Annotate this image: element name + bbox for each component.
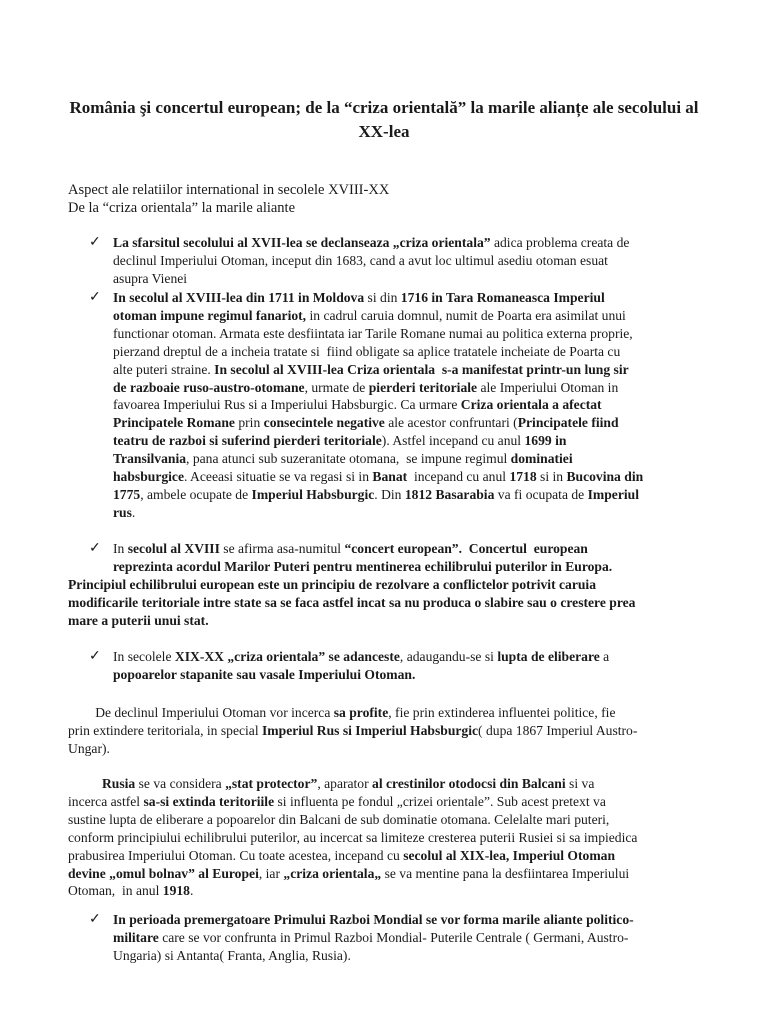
text-line [113, 929, 718, 947]
bold-text-run: consecintele negative [263, 415, 385, 431]
bold-text-run: „criza orientala„ [283, 865, 382, 881]
text-line [113, 252, 718, 270]
text-run: adica problema creata de [490, 235, 630, 250]
text-run: prin extindere teritoriala, in special [68, 722, 263, 738]
text-line [113, 558, 718, 576]
text-line [68, 829, 718, 847]
bold-text-run: 1699 in [524, 433, 567, 449]
text-run: . [131, 504, 136, 520]
text-line [113, 504, 718, 522]
bold-text-run: sa-si extinda teritoriile [143, 793, 275, 809]
bold-text-run: habsburgice [113, 469, 185, 485]
text-run: , adaugandu-se si [399, 649, 498, 664]
bold-text-run: 1718 [509, 469, 537, 485]
text-run: conform principiului echilibrului puterilor, au incercat sa limiteze cresterea puterii Rusiei si sa impiedica [68, 829, 638, 845]
text-line [113, 486, 718, 504]
bold-text-run: Rusia [101, 776, 136, 791]
bold-text-run: de razboaie ruso-austro-otomane [113, 379, 305, 395]
text-run: si din [364, 290, 401, 305]
text-run: , pana atunci sub suzeranitate otomana, se impune regimul [186, 451, 511, 467]
text-line [113, 648, 718, 666]
bold-text-run: secolul al XIX-lea, Imperiul Otoman [403, 847, 616, 863]
bold-text-run: teatru de razboi si suferind pierderi teritoriale [113, 433, 382, 449]
check-icon: ✓ [89, 235, 101, 250]
text-run: declinul Imperiului Otoman, inceput din 1683, cand a avut loc ultimul asediu otoman esuat [113, 252, 608, 268]
text-run: Ungar). [68, 740, 110, 756]
bold-text-run: mare a puterii unui stat. [68, 612, 209, 628]
bullet-4 [113, 648, 718, 684]
text-line [68, 594, 718, 612]
text-line [68, 811, 718, 829]
bold-text-run: modificarile teritoriale intre state sa se faca astfel incat sa nu produca o slabire sau o crestere prea [68, 594, 636, 610]
text-line [68, 793, 718, 811]
text-run: . [189, 883, 194, 899]
check-icon: ✓ [89, 912, 101, 927]
text-run: in cadrul caruia domnul, numit de Poarta era asimilat unui [306, 307, 626, 323]
intro-block [68, 181, 389, 217]
text-line [113, 289, 718, 307]
text-run: va fi ocupata de [494, 486, 588, 502]
text-run: pierzand dreptul de a incheia tratate si fiind obligate sa aplice tratatele incheiate de Poarta cu [113, 343, 621, 359]
text-run: , ambele ocupate de [140, 486, 252, 502]
text-run: favoarea Imperiului Rus si a Imperiului Habsburgic. Ca urmare [113, 397, 461, 413]
bold-text-run: Imperiul [587, 486, 639, 502]
text-line [113, 325, 718, 343]
text-line [68, 865, 718, 883]
text-run: se va considera [135, 776, 226, 791]
bullet-2 [113, 289, 718, 522]
text-run: si in [536, 469, 567, 485]
intro-line: Aspect ale relatiilor international in secolele XVIII-XX [68, 182, 390, 198]
text-run: care se vor confrunta in Primul Razboi Mondial- Puterile Centrale ( Germani, Austro- [158, 929, 629, 945]
bold-text-run: In perioada premergatoare Primului Razboi Mondial se vor forma marile aliante politico- [113, 912, 634, 927]
text-line [113, 361, 718, 379]
check-icon: ✓ [89, 649, 101, 664]
text-run: a [599, 649, 610, 664]
text-run: si influenta pe fondul „crizei orientale”. Sub acest pretext va [274, 793, 606, 809]
text-run: . Aceeasi situatie se va regasi si in [184, 469, 373, 485]
bold-text-run: Principatele Romane [113, 415, 235, 431]
bold-text-run: devine „omul bolnav” al Europei [68, 865, 259, 881]
bold-text-run: otoman impune regimul fanariot, [113, 307, 307, 323]
text-line [68, 740, 718, 758]
text-line [113, 432, 718, 450]
bold-text-run: militare [113, 929, 159, 945]
bold-text-run: reprezinta acordul Marilor Puteri pentru mentinerea echilibrului puterilor in Europa. [113, 558, 613, 574]
text-run: . Din [374, 486, 405, 502]
bold-text-run: „stat protector” [225, 776, 318, 791]
text-line [113, 666, 718, 684]
bullet-3-continued [68, 576, 718, 630]
bold-text-run: dominatiei [510, 451, 573, 467]
text-line [113, 911, 718, 929]
text-line [68, 847, 718, 865]
text-line [68, 704, 718, 722]
text-run: asupra Vienei [113, 270, 188, 286]
text-line [113, 307, 718, 325]
text-run: sustine lupta de eliberare a popoarelor din Balcani de sub dominatie otomana. Celelalte mari puteri, [68, 811, 610, 827]
text-line [113, 947, 718, 965]
text-run: In secolele [113, 649, 175, 664]
intro-line: De la “criza orientala” la marile aliante [68, 200, 296, 216]
bold-text-run: 1716 in Tara Romaneasca Imperiul [400, 290, 605, 305]
text-line [68, 576, 718, 594]
bold-text-run: Banat [372, 469, 408, 485]
text-run: se va mentine pana la desfiintarea Imperiului [381, 865, 630, 881]
text-line [113, 234, 718, 252]
bold-text-run: popoarelor stapanite sau vasale Imperiului Otoman. [113, 666, 416, 682]
bold-text-run: al crestinilor otodocsi din Balcani [372, 776, 566, 791]
text-line [113, 396, 718, 414]
bold-text-run: XIX-XX „criza orientala” se adanceste [174, 649, 400, 664]
bold-text-run: La sfarsitul secolului al XVII-lea se declanseaza „criza orientala” [113, 235, 491, 250]
text-line [113, 450, 718, 468]
text-run: ale Imperiului Otoman in [477, 379, 619, 395]
bold-text-run: pierderi teritoriale [368, 379, 478, 395]
text-line [68, 882, 718, 900]
bold-text-run: lupta de eliberare [497, 649, 600, 664]
text-run: alte puteri straine. [113, 361, 215, 377]
text-run: ). Astfel incepand cu anul [381, 433, 525, 449]
text-line [113, 540, 718, 558]
text-run: ale acestor confruntari ( [384, 415, 518, 431]
text-line [113, 468, 718, 486]
bold-text-run: Imperiul Habsburgic [251, 486, 375, 502]
text-run: incepand cu anul [407, 469, 510, 485]
text-run: , fie prin extinderea influentei politice, fie [388, 705, 616, 720]
bold-text-run: Principiul echilibrului european este un principiu de rezolvare a conflictelor potrivit caruia [68, 577, 596, 592]
text-run: functionar otoman. Armata este desfiintata iar Tarile Romane numai au politica externa proprie, [113, 325, 633, 341]
text-run [68, 776, 102, 791]
text-run: In [113, 541, 128, 556]
bold-text-run: sa profite [333, 705, 389, 720]
bold-text-run: rus [113, 504, 132, 520]
text-run: ( dupa 1867 Imperiul Austro- [478, 722, 638, 738]
bold-text-run: secolul al XVIII [127, 541, 220, 556]
text-run: si va [565, 776, 595, 791]
text-line [113, 270, 718, 288]
paragraph-1 [68, 704, 718, 758]
bold-text-run: 1918 [162, 883, 190, 899]
text-run: incerca astfel [68, 793, 144, 809]
bold-text-run: In secolul al XVIII-lea Criza orientala s-a manifestat printr-un lung sir [214, 361, 629, 377]
bold-text-run: Principatele fiind [517, 415, 619, 431]
bold-text-run: Transilvania [113, 451, 187, 467]
text-run: , urmate de [304, 379, 369, 395]
bold-text-run: “concert european”. Concertul european [344, 541, 588, 556]
check-icon: ✓ [89, 541, 101, 556]
text-run: , aparator [317, 776, 373, 791]
text-line [113, 379, 718, 397]
text-run: Otoman, in anul [68, 883, 163, 899]
text-run: prin [234, 415, 264, 431]
check-icon: ✓ [89, 290, 101, 305]
paragraph-2 [68, 775, 718, 900]
bold-text-run: 1812 Basarabia [404, 486, 495, 502]
text-line [113, 343, 718, 361]
bold-text-run: Imperiul Rus si Imperiul Habsburgic [262, 722, 479, 738]
text-line [68, 612, 718, 630]
text-run: De declinul Imperiului Otoman vor incerca [68, 705, 334, 720]
text-line [68, 722, 718, 740]
bold-text-run: In secolul al XVIII-lea din 1711 in Moldova [113, 290, 365, 305]
bold-text-run: Criza orientala a afectat [460, 397, 602, 413]
document-title: România şi concertul european; de la “criza orientală” la marile alianțe ale secolului al XX-lea [69, 98, 699, 141]
text-run: prabusirea Imperiului Otoman. Cu toate acestea, incepand cu [68, 847, 404, 863]
bullet-5 [113, 911, 718, 965]
text-run: se afirma asa-numitul [219, 541, 345, 556]
text-run: Ungaria) si Antanta( Franta, Anglia, Rusia). [113, 947, 351, 963]
text-run: , iar [258, 865, 284, 881]
bold-text-run: 1775 [113, 486, 141, 502]
text-line [68, 775, 718, 793]
bullet-3 [113, 540, 718, 576]
bold-text-run: Bucovina din [566, 469, 644, 485]
bullet-1 [113, 234, 718, 288]
text-line [113, 414, 718, 432]
